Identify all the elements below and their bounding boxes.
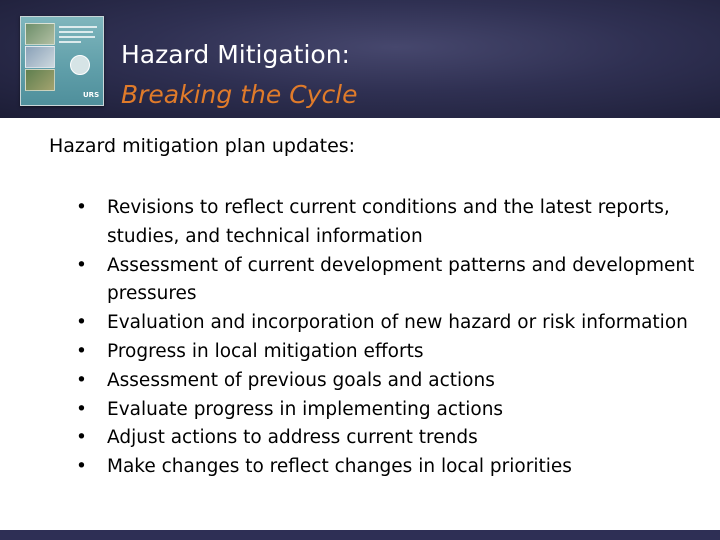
cover-photo-1 bbox=[25, 23, 55, 45]
bullet-text: Progress in local mitigation efforts bbox=[107, 340, 424, 362]
bullet-dot-icon: • bbox=[76, 398, 87, 420]
bullet-item bbox=[76, 338, 696, 367]
bullet-item bbox=[76, 252, 696, 310]
bullet-text: Assessment of current development patterns and development pressures bbox=[107, 254, 695, 305]
bullet-dot-icon: • bbox=[76, 369, 87, 391]
bullet-text: Make changes to reflect changes in local priorities bbox=[107, 456, 572, 478]
slide-title: Hazard Mitigation: bbox=[121, 40, 350, 69]
bullet-list bbox=[76, 194, 696, 482]
bullet-dot-icon: • bbox=[76, 197, 87, 218]
bullet-text: Adjust actions to address current trends bbox=[107, 427, 478, 449]
bullet-dot-icon: • bbox=[76, 427, 87, 449]
bullet-dot-icon: • bbox=[76, 254, 87, 276]
bullet-dot-icon: • bbox=[76, 340, 87, 362]
bottom-bar bbox=[0, 530, 720, 540]
section-heading: Hazard mitigation plan updates: bbox=[49, 135, 356, 157]
cover-text-line bbox=[59, 26, 97, 28]
bullet-item bbox=[76, 194, 696, 252]
bullet-dot-icon: • bbox=[76, 456, 87, 478]
cover-seal-icon bbox=[70, 55, 90, 75]
bullet-text: Revisions to reflect current conditions and the latest reports, studies, and technical information bbox=[107, 197, 670, 247]
slide-header bbox=[0, 0, 720, 118]
cover-text-line bbox=[59, 41, 81, 43]
bullet-dot-icon: • bbox=[76, 312, 87, 334]
slide-subtitle: Breaking the Cycle bbox=[121, 80, 358, 109]
report-cover-thumbnail bbox=[20, 16, 104, 106]
cover-photo-3 bbox=[25, 69, 55, 91]
bullet-item bbox=[76, 367, 696, 396]
bullet-item bbox=[76, 453, 696, 482]
bullet-item bbox=[76, 396, 696, 425]
cover-text-line bbox=[59, 36, 95, 38]
bullet-item bbox=[76, 309, 696, 338]
bullet-item bbox=[76, 424, 696, 453]
cover-text-line bbox=[59, 31, 93, 33]
cover-photo-2 bbox=[25, 46, 55, 68]
bullet-text: Evaluate progress in implementing actions bbox=[107, 398, 504, 420]
cover-logo: URS bbox=[83, 91, 100, 99]
bullet-text: Evaluation and incorporation of new hazard or risk information bbox=[107, 312, 688, 334]
bullet-text: Assessment of previous goals and actions bbox=[107, 369, 495, 391]
